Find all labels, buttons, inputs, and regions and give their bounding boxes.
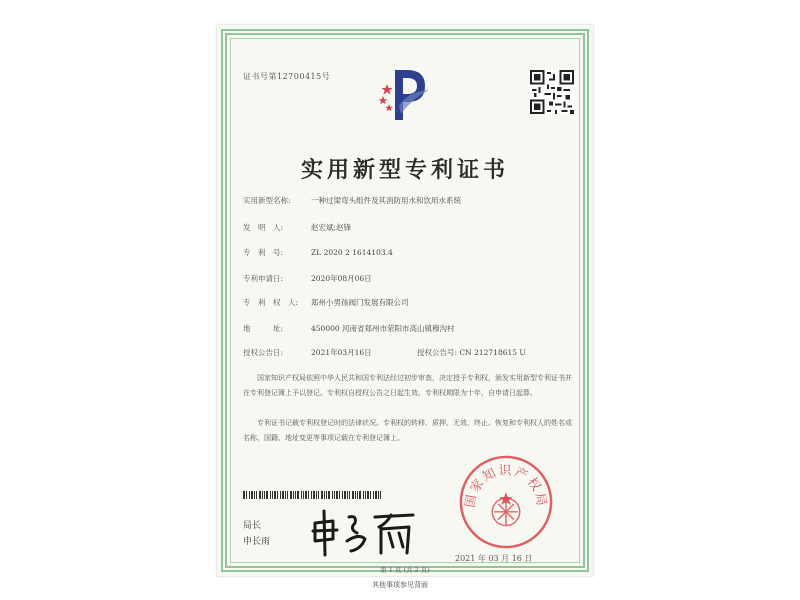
field-row-address: [243, 323, 455, 334]
field-row-patent-number: [243, 247, 393, 258]
field-row-patentee: [243, 297, 409, 308]
field-value: 450000 河南省郑州市荥阳市高山镇穆沟村: [311, 324, 455, 333]
field-label: 专 利 号:: [243, 248, 284, 257]
field-label: 地 址:: [243, 324, 284, 333]
qr-code-icon: [530, 70, 574, 114]
field-label: 授权公告号:: [417, 348, 458, 357]
official-seal-icon: [457, 453, 555, 551]
barcode-icon: [243, 491, 385, 499]
field-value: 2020年08月06日: [311, 274, 372, 283]
field-row-inventor: [243, 222, 351, 233]
certificate-number: 证书号第12700415号: [243, 72, 331, 81]
field-row-name: [243, 195, 461, 206]
field-value: CN 212718615 U: [459, 348, 526, 357]
footer-note: 其他事项参见背面: [372, 581, 428, 589]
legal-status-paragraph: 专利证书记载专利权登记时的法律状况。专利权的转移、质押、无效、终止、恢复和专利权人的姓名或名称、国籍、地址变更等事项记载在专利登记簿上。: [243, 419, 572, 442]
field-value: 2021年03月16日: [311, 348, 372, 357]
seal-text: 国家知识产权局: [463, 463, 549, 509]
patent-certificate: [217, 25, 593, 576]
field-row-grant-date: [243, 347, 372, 358]
grant-paragraph: 国家知识产权局依照中华人民共和国专利法经过初步审查，决定授予专利权，颁发实用新型专利证书并在专利登记簿上予以登记。专利权自授权公告之日起生效。专利权期限为十年，自申请日起算。: [243, 374, 572, 397]
field-value: 郑州小男孩阀门发展有限公司: [311, 298, 409, 307]
field-value: 赵宏斌;赵锋: [311, 223, 352, 232]
field-label: 专 利 权 人:: [243, 298, 299, 307]
signature-icon: [309, 503, 419, 563]
page-number: 第 1 页 (共 2 页): [380, 566, 430, 574]
certificate-title: 实用新型专利证书: [300, 157, 509, 183]
field-label: 发 明 人:: [243, 223, 284, 232]
field-label: 实用新型名称:: [243, 196, 291, 205]
field-row-application-date: [243, 273, 372, 284]
seal-date: 2021 年 03 月 16 日: [455, 554, 533, 563]
signatory-name: 申长雨: [243, 537, 271, 547]
field-label: 专利申请日:: [243, 274, 284, 283]
field-value: 一种过梁弯头组件及其消防用水和饮用水系统: [311, 196, 461, 205]
field-value: ZL 2020 2 1614103.4: [311, 248, 393, 257]
signatory-title: 局长: [243, 521, 262, 531]
field-label: 授权公告日:: [243, 348, 284, 357]
cnipa-logo-icon: [377, 62, 435, 124]
field-row-announcement-number: [417, 347, 526, 358]
